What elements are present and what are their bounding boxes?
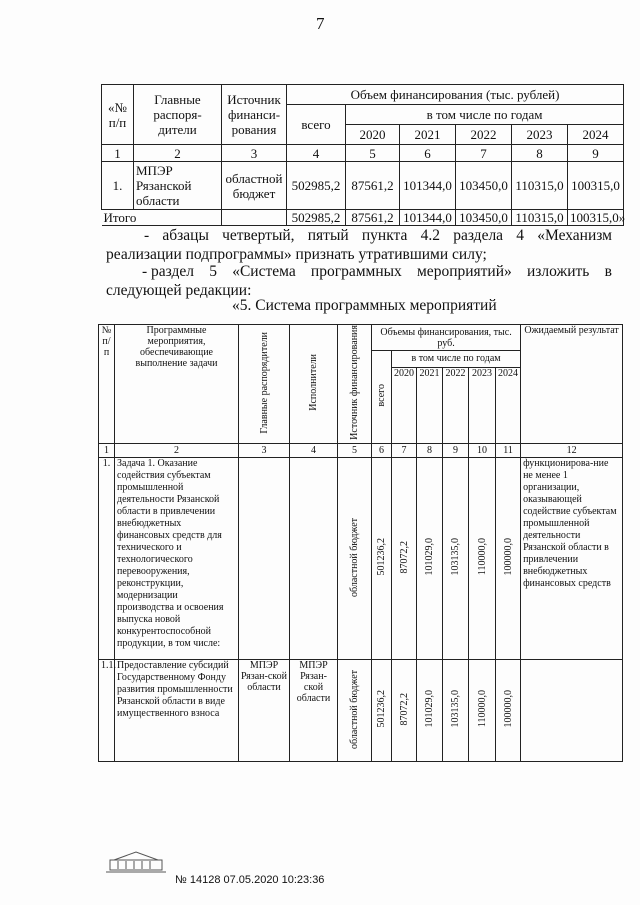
row-executor: МПЭР Рязан-ской области (290, 659, 338, 761)
header-managers: Главные распоря-дители (134, 85, 222, 145)
index-cell: 9 (568, 145, 624, 162)
total-label: Итого (102, 210, 222, 226)
row-source: областной бюджет (222, 162, 287, 210)
row-manager (239, 457, 290, 659)
header-result: Ожидаемый результат (521, 325, 623, 444)
index-cell: 6 (400, 145, 456, 162)
header-year: 2022 (443, 367, 469, 443)
row-value: 87072,2 (392, 457, 417, 659)
row-source: областной бюджет (338, 457, 372, 659)
row-result: функционирова-ние не менее 1 организации, оказывающей содействие субъектам промышленной деятельности Рязанской области в привлечении внебюджетных финансовых средств (521, 457, 623, 659)
row-value: 101029,0 (417, 457, 443, 659)
index-cell: 8 (512, 145, 568, 162)
index-cell: 10 (469, 443, 496, 457)
word: мероприятий» (417, 263, 512, 280)
header-year: 2020 (346, 125, 400, 145)
row-value: 100000,0 (496, 659, 521, 761)
word: 5 (209, 263, 217, 280)
row-manager: МПЭР Рязанской области (134, 162, 222, 210)
paragraph-abolished: - абзацы четвертый, пятый пункта 4.2 раздела 4 «Механизм реализации подпрограммы» признать утратившими силу; (106, 227, 612, 263)
section-title: «5. Система программных мероприятий (232, 297, 497, 314)
row-measure: Предоставление субсидий Государственному Фонду развития промышленности Рязанской области в виде имущественного взноса (115, 659, 239, 761)
page-number: 7 (316, 14, 325, 33)
row-result (521, 659, 623, 761)
header-year: 2024 (496, 367, 521, 443)
row-value: 103135,0 (443, 659, 469, 761)
header-source: Источник финансирования (338, 325, 372, 444)
total-value: 103450,0 (456, 210, 512, 226)
header-by-year: в том числе по годам (346, 105, 624, 125)
row-value: 103135,0 (443, 457, 469, 659)
header-num: № п/п (99, 325, 115, 444)
header-source: Источник финанси-рования (222, 85, 287, 145)
row-value: 110000,0 (469, 659, 496, 761)
total-value: 87561,2 (346, 210, 400, 226)
index-cell: 7 (456, 145, 512, 162)
program-measures-table (98, 324, 623, 762)
paragraph-section-5-line (106, 262, 612, 281)
registration-stamp: № 14128 07.05.2020 10:23:36 (175, 874, 325, 886)
index-cell: 3 (222, 145, 287, 162)
row-value: 502985,2 (287, 162, 346, 210)
header-total: всего (287, 105, 346, 145)
header-num: «№ п/п (102, 85, 134, 145)
total-value: 101344,0 (400, 210, 456, 226)
index-cell: 11 (496, 443, 521, 457)
row-value: 110000,0 (469, 457, 496, 659)
row-value: 103450,0 (456, 162, 512, 210)
row-value: 100315,0 (568, 162, 624, 210)
index-cell: 4 (287, 145, 346, 162)
header-measures: Программные мероприятия, обеспечивающие выполнение задачи (115, 325, 239, 444)
paragraph-section-5 (106, 262, 612, 300)
header-by-year: в том числе по годам (392, 351, 521, 368)
header-year: 2021 (400, 125, 456, 145)
header-year: 2021 (417, 367, 443, 443)
row-value: 101029,0 (417, 659, 443, 761)
word: «Система (232, 263, 296, 280)
header-year: 2023 (469, 367, 496, 443)
header-year: 2022 (456, 125, 512, 145)
index-cell: 9 (443, 443, 469, 457)
row-value: 100000,0 (496, 457, 521, 659)
total-value: 110315,0 (512, 210, 568, 226)
row-value: 110315,0 (512, 162, 568, 210)
index-cell: 3 (239, 443, 290, 457)
row-value: 87072,2 (392, 659, 417, 761)
row-measure: Задача 1. Оказание содействия субъектам промышленной деятельности Рязанской области в привлечении внебюджетных финансовых средств для технического и технологического перевооружения, реконструкции, модернизации производства и освоения выпуска новой конкурентоспособной продукции, в том числе: (115, 457, 239, 659)
row-value: 501236,2 (372, 457, 392, 659)
funding-summary-table (101, 84, 624, 226)
header-volumes: Объемы финансирования, тыс. руб. (372, 325, 521, 351)
header-managers: Главные распорядители (239, 325, 290, 444)
total-value: 100315,0» (568, 210, 624, 226)
index-cell: 5 (338, 443, 372, 457)
word: в (604, 263, 612, 280)
header-year: 2023 (512, 125, 568, 145)
row-value: 87561,2 (346, 162, 400, 210)
table-row (99, 457, 623, 659)
row-source: областной бюджет (338, 659, 372, 761)
header-funding: Объем финансирования (тыс. рублей) (287, 85, 624, 105)
index-cell: 12 (521, 443, 623, 457)
table-row (99, 659, 623, 761)
header-year: 2020 (392, 367, 417, 443)
header-total: всего (372, 351, 392, 444)
index-cell: 1 (102, 145, 134, 162)
index-cell: 5 (346, 145, 400, 162)
index-cell: 4 (290, 443, 338, 457)
word: изложить (527, 263, 590, 280)
header-year: 2024 (568, 125, 624, 145)
index-cell: 2 (115, 443, 239, 457)
index-cell: 6 (372, 443, 392, 457)
index-cell: 1 (99, 443, 115, 457)
word: программных (310, 263, 402, 280)
row-value: 101344,0 (400, 162, 456, 210)
building-stamp-icon (106, 848, 166, 874)
row-num: 1. (99, 457, 115, 659)
index-cell: 2 (134, 145, 222, 162)
row-num: 1.1. (99, 659, 115, 761)
index-cell: 7 (392, 443, 417, 457)
row-num: 1. (102, 162, 134, 210)
total-empty (222, 210, 287, 226)
row-value: 501236,2 (372, 659, 392, 761)
row-manager: МПЭР Рязан-ской области (239, 659, 290, 761)
paragraph-section-5-end: следующей редакции: (106, 282, 252, 299)
word: - раздел (142, 263, 195, 280)
total-value: 502985,2 (287, 210, 346, 226)
row-executor (290, 457, 338, 659)
index-cell: 8 (417, 443, 443, 457)
header-executors: Исполнители (290, 325, 338, 444)
